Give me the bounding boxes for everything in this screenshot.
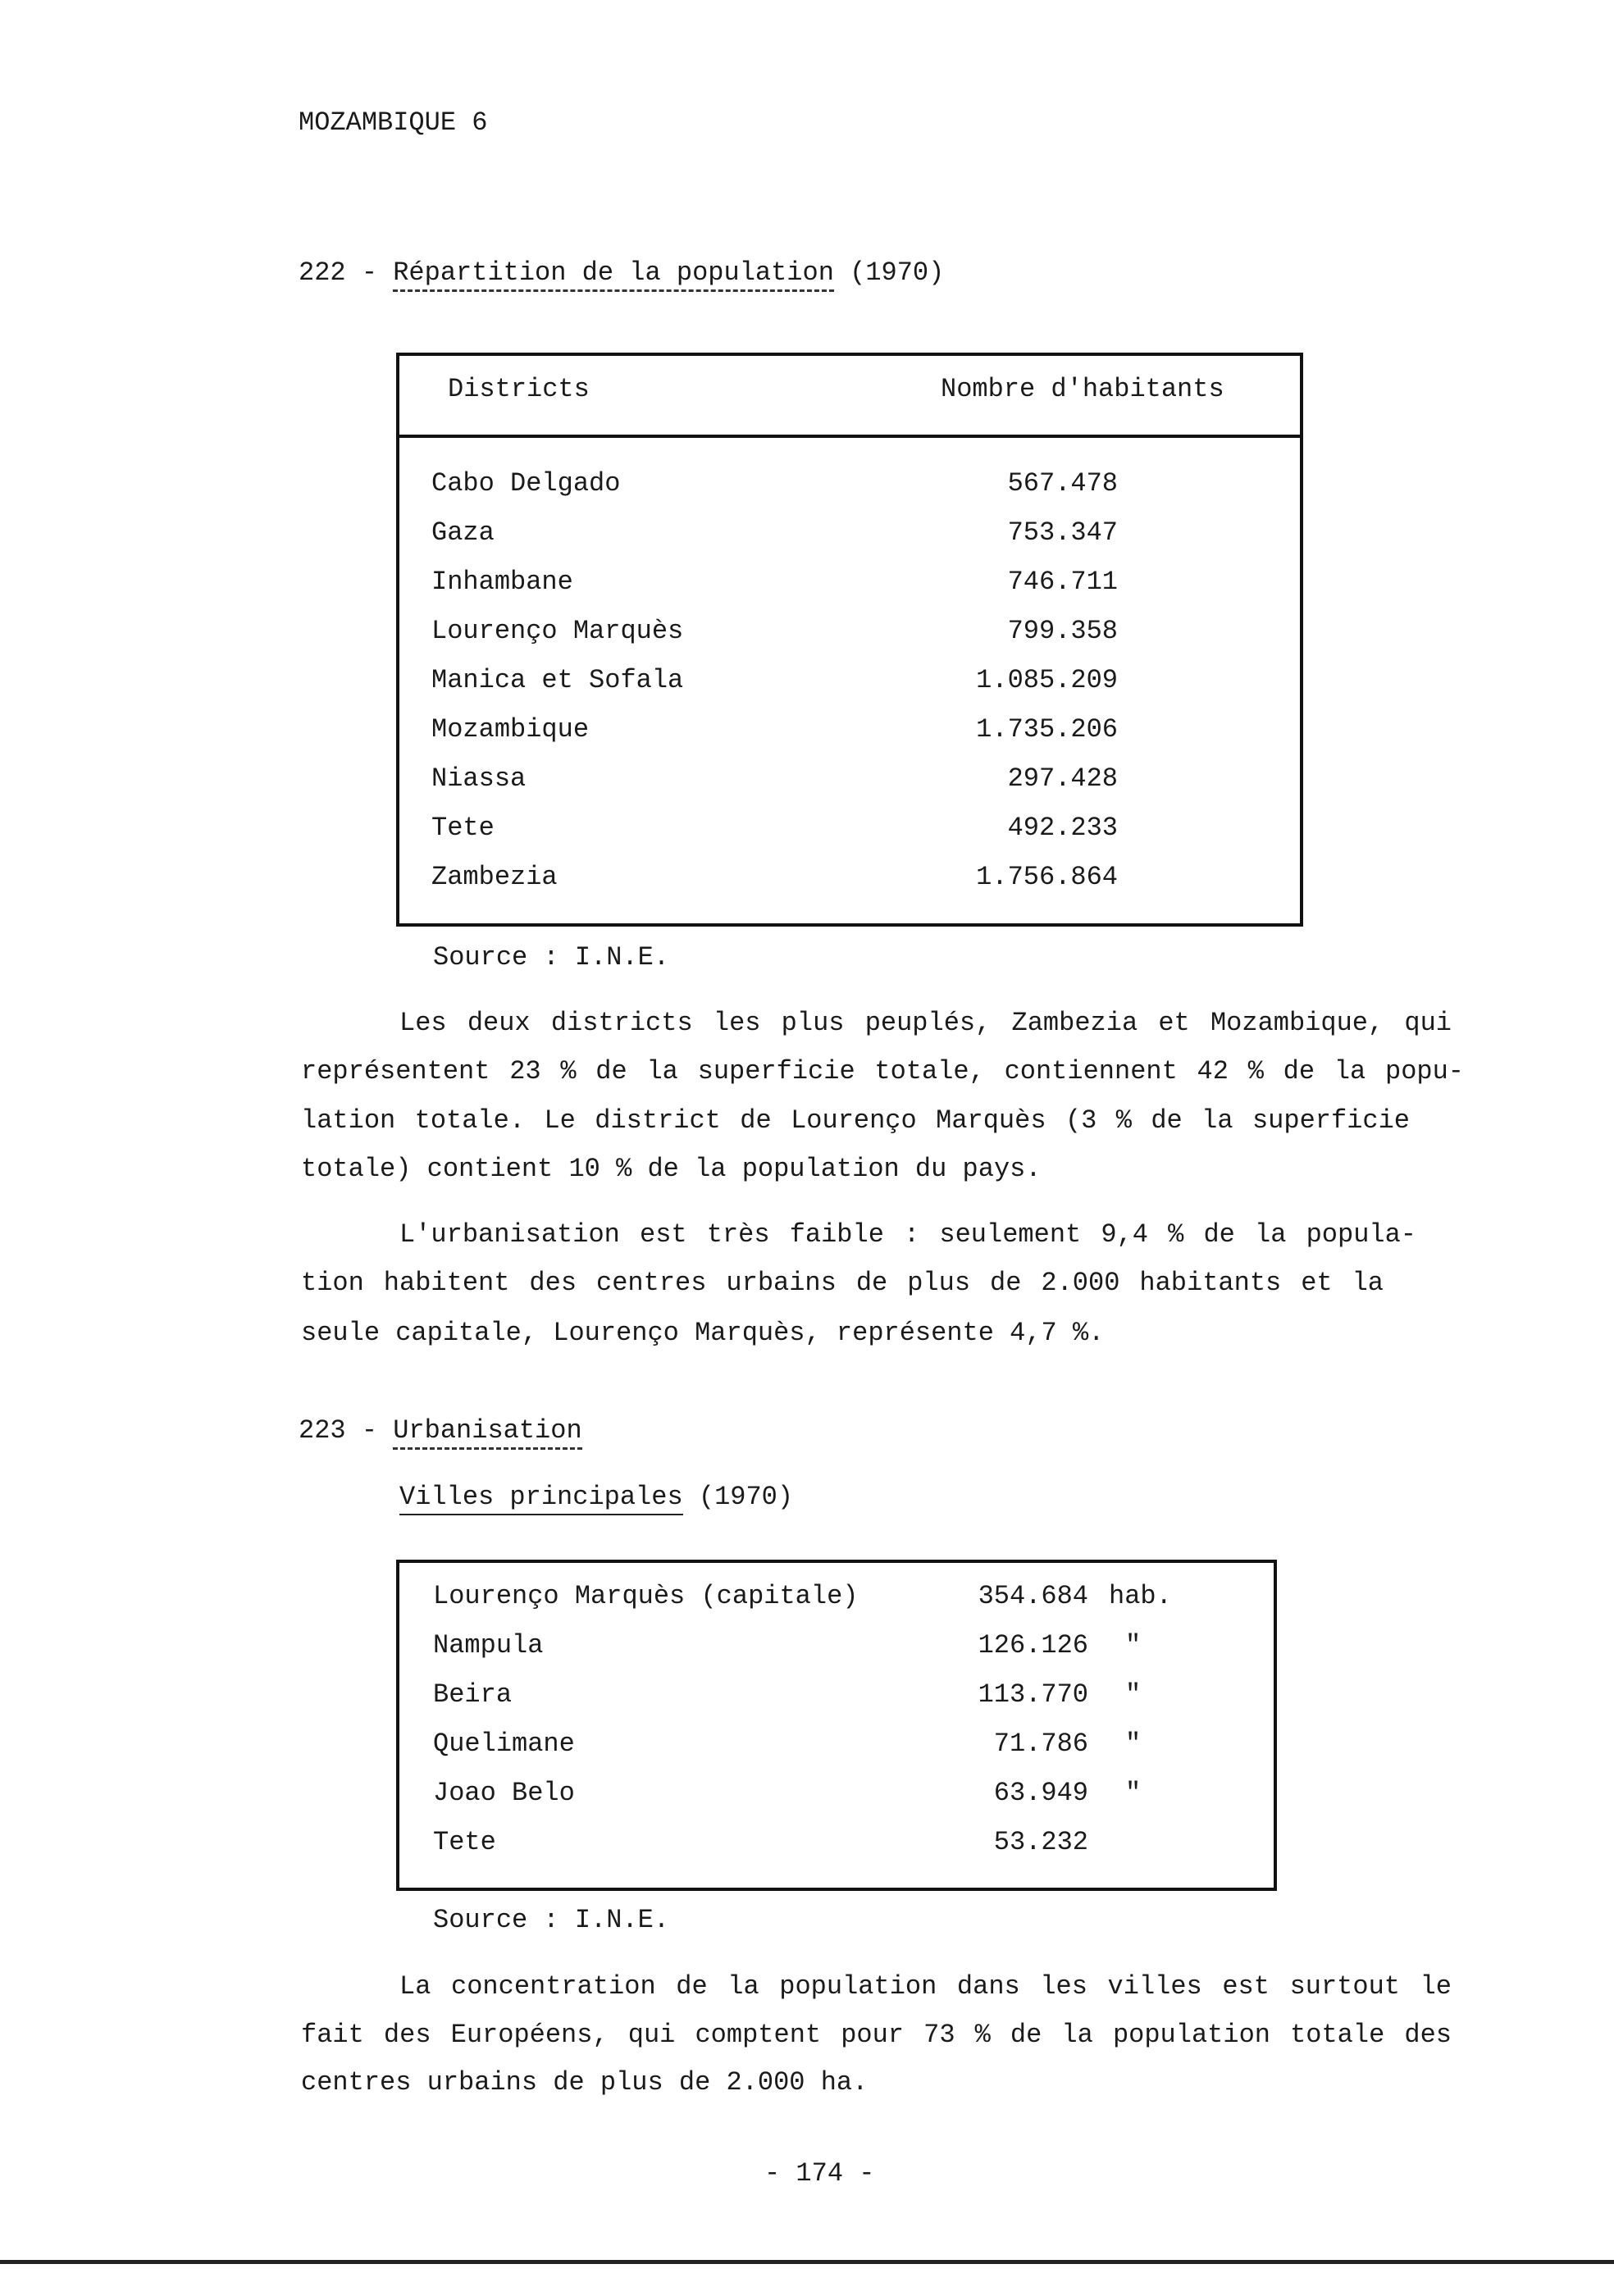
section-title: Urbanisation: [393, 1415, 581, 1450]
table-source: Source : I.N.E.: [433, 942, 670, 973]
city-name: Lourenço Marquès (capitale): [433, 1581, 859, 1611]
section-222-heading: [299, 258, 944, 288]
text-line: représentent 23 % de la superficie totale, contiennent 42 % de la popu-: [301, 1056, 1464, 1086]
district-population: 1.085.209: [976, 665, 1118, 695]
district-population: 1.735.206: [976, 714, 1118, 745]
text-line: Les deux districts les plus peuplés, Zambezia et Mozambique, qui: [399, 1008, 1452, 1038]
section-year: (1970): [850, 257, 945, 288]
district-population: 567.478: [1007, 468, 1118, 499]
district-name: Manica et Sofala: [431, 665, 684, 695]
text-line: lation totale. Le district de Lourenço Marquès (3 % de la superficie: [301, 1105, 1410, 1136]
city-name: Joao Belo: [433, 1778, 575, 1808]
district-name: Mozambique: [431, 714, 590, 745]
text-line: La concentration de la population dans les villes est surtout le: [399, 1971, 1452, 2002]
page-number: - 174 -: [764, 2158, 875, 2189]
district-population: 799.358: [1007, 616, 1118, 646]
city-population: 63.949: [993, 1778, 1088, 1808]
unit-label: hab.: [1109, 1581, 1172, 1611]
city-population: 53.232: [993, 1827, 1088, 1857]
bottom-rule: [0, 2260, 1614, 2264]
district-name: Niassa: [431, 763, 527, 794]
ditto-mark: ": [1125, 1630, 1142, 1660]
text-line: fait des Européens, qui comptent pour 73 % de la population totale des: [301, 2020, 1452, 2050]
column-header-population: Nombre d'habitants: [941, 374, 1224, 404]
section-number: 222 -: [299, 257, 378, 288]
city-population: 126.126: [978, 1630, 1088, 1660]
district-population: 746.711: [1007, 567, 1118, 597]
text-line: L'urbanisation est très faible : seulement 9,4 % de la popula-: [399, 1219, 1416, 1250]
district-name: Zambezia: [431, 862, 558, 892]
city-population: 113.770: [978, 1679, 1088, 1710]
city-name: Beira: [433, 1679, 513, 1710]
text-line: centres urbains de plus de 2.000 ha.: [301, 2067, 869, 2098]
text-line: seule capitale, Lourenço Marquès, représente 4,7 %.: [301, 1318, 1105, 1348]
section-title: Répartition de la population: [393, 257, 834, 292]
district-population: 1.756.864: [976, 862, 1118, 892]
cities-table: [396, 1560, 1277, 1891]
page-header: MOZAMBIQUE 6: [299, 107, 488, 138]
column-header-districts: Districts: [448, 374, 590, 404]
header-divider: [399, 435, 1300, 438]
city-name: Quelimane: [433, 1729, 575, 1759]
district-name: Lourenço Marquès: [431, 616, 684, 646]
text-line: totale) contient 10 % de la population du pays.: [301, 1154, 1042, 1184]
city-name: Nampula: [433, 1630, 544, 1660]
ditto-mark: ": [1125, 1729, 1142, 1759]
section-223-heading: [299, 1416, 582, 1446]
caption-year: (1970): [698, 1482, 794, 1512]
city-population: 354.684: [978, 1581, 1088, 1611]
section-number: 223 -: [299, 1415, 378, 1446]
text-line: tion habitent des centres urbains de plus de 2.000 habitants et la: [301, 1268, 1384, 1298]
city-population: 71.786: [993, 1729, 1088, 1759]
ditto-mark: ": [1125, 1679, 1142, 1710]
district-name: Tete: [431, 813, 495, 843]
district-name: Cabo Delgado: [431, 468, 621, 499]
district-population: 492.233: [1007, 813, 1118, 843]
district-population: 297.428: [1007, 763, 1118, 794]
district-name: Gaza: [431, 517, 495, 548]
caption-title: Villes principales: [399, 1482, 683, 1515]
district-population: 753.347: [1007, 517, 1118, 548]
city-name: Tete: [433, 1827, 496, 1857]
table-caption: [399, 1483, 793, 1512]
district-name: Inhambane: [431, 567, 573, 597]
ditto-mark: ": [1125, 1778, 1142, 1808]
table-source: Source : I.N.E.: [433, 1905, 670, 1935]
population-table: [396, 353, 1303, 927]
